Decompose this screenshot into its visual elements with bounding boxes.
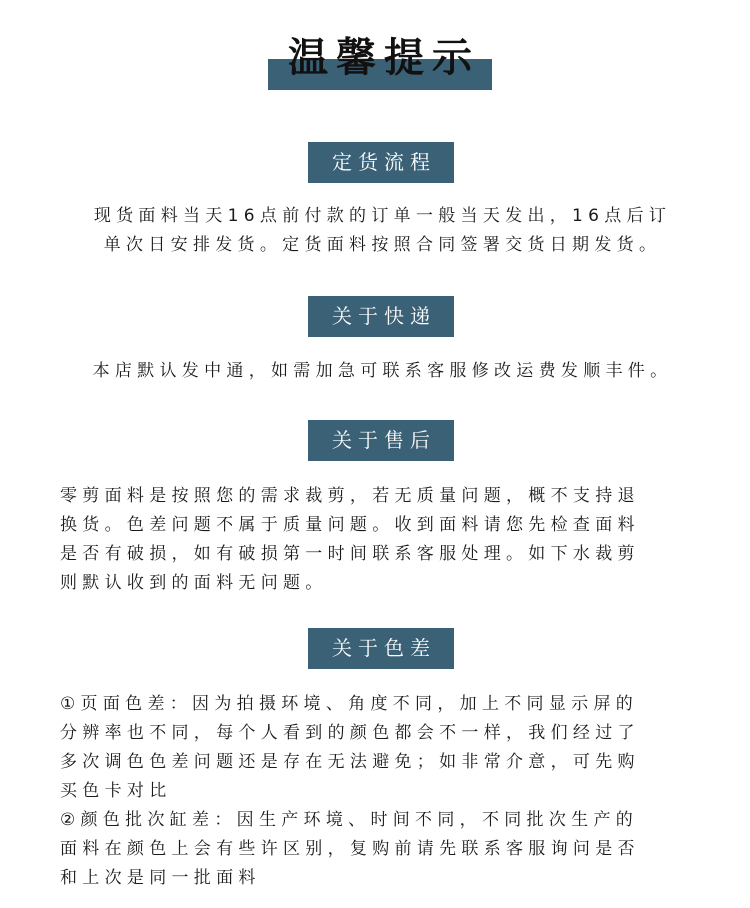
paragraph-line: 买色卡对比	[60, 781, 172, 801]
paragraph-line: 本店默认发中通，如需加急可联系客服修改运费发顺丰件。	[92, 361, 673, 381]
section-body-after-sales	[60, 482, 705, 598]
section-heading-order-process: 定货流程	[308, 142, 454, 183]
paragraph-line: 单次日安排发货。定货面料按照合同签署交货日期发货。	[103, 235, 662, 255]
paragraph-line: ②颜色批次缸差：因生产环境、时间不同，不同批次生产的	[60, 810, 639, 830]
paragraph-line: 和上次是同一批面料	[60, 868, 261, 888]
page-title-banner	[268, 32, 492, 90]
paragraph-line: 多次调色色差问题还是存在无法避免；如非常介意，可先购	[60, 752, 640, 772]
paragraph-line: 分辨率也不同，每个人看到的颜色都会不一样，我们经过了	[60, 723, 640, 743]
section-heading-shipping: 关于快递	[308, 296, 454, 337]
paragraph-line: 则默认收到的面料无问题。	[60, 573, 328, 593]
section-heading-after-sales: 关于售后	[308, 420, 454, 461]
paragraph-line: 零剪面料是按照您的需求裁剪，若无质量问题，概不支持退	[60, 486, 640, 506]
section-body-shipping	[60, 357, 705, 386]
paragraph-line: 面料在颜色上会有些许区别，复购前请先联系客服询问是否	[60, 839, 640, 859]
section-heading-color-difference: 关于色差	[308, 628, 454, 669]
section-body-order-process	[60, 202, 705, 260]
page-title: 温馨提示	[288, 35, 480, 81]
paragraph-line: 是否有破损，如有破损第一时间联系客服处理。如下水裁剪	[60, 544, 640, 564]
section-body-color-difference	[60, 690, 705, 893]
paragraph-line: 现货面料当天16点前付款的订单一般当天发出，16点后订	[93, 206, 672, 226]
paragraph-line: ①页面色差：因为拍摄环境、角度不同，加上不同显示屏的	[60, 694, 639, 714]
paragraph-line: 换货。色差问题不属于质量问题。收到面料请您先检查面料	[60, 515, 640, 535]
